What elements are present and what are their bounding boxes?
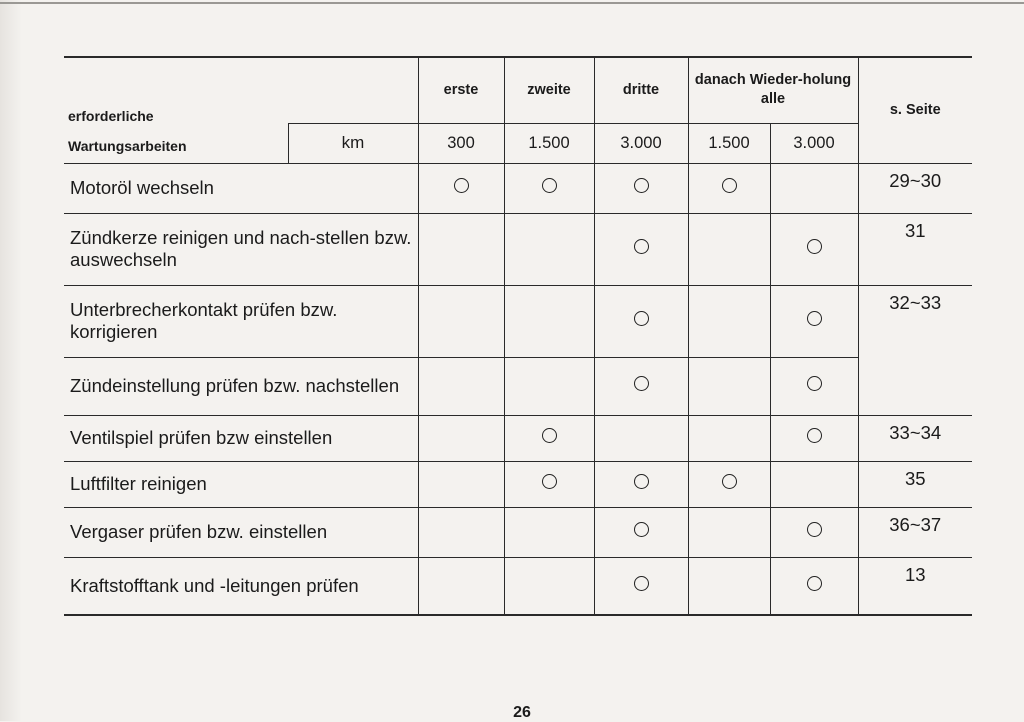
table-row (64, 213, 972, 285)
task-label: Unterbrecherkontakt prüfen bzw. korrigieren (64, 285, 418, 357)
interval-cell (594, 357, 688, 415)
table-row (64, 461, 972, 507)
interval-cell (418, 507, 504, 557)
table-row (64, 285, 972, 357)
circle-mark-icon (542, 474, 557, 489)
page-reference: 32~33 (858, 285, 972, 415)
circle-mark-icon (634, 239, 649, 254)
interval-cell (770, 507, 858, 557)
interval-cell (504, 163, 594, 213)
interval-cell (418, 285, 504, 357)
page-reference: 33~34 (858, 415, 972, 461)
circle-mark-icon (634, 376, 649, 391)
interval-cell (594, 507, 688, 557)
header-dritte: dritte (594, 57, 688, 123)
interval-cell (688, 163, 770, 213)
page-edge-shadow (0, 0, 22, 721)
interval-cell (594, 461, 688, 507)
interval-cell (688, 507, 770, 557)
interval-cell (770, 415, 858, 461)
circle-mark-icon (542, 178, 557, 193)
table-row (64, 557, 972, 615)
interval-cell (418, 213, 504, 285)
top-rule (0, 2, 1024, 4)
interval-cell (594, 163, 688, 213)
km-label: km (288, 123, 418, 163)
page-reference: 13 (858, 557, 972, 615)
circle-mark-icon (634, 311, 649, 326)
circle-mark-icon (807, 376, 822, 391)
task-label: Zündkerze reinigen und nach-stellen bzw. auswechseln (64, 213, 418, 285)
circle-mark-icon (634, 474, 649, 489)
interval-cell (688, 461, 770, 507)
page-reference: 31 (858, 213, 972, 285)
interval-cell (770, 461, 858, 507)
interval-cell (770, 163, 858, 213)
circle-mark-icon (722, 474, 737, 489)
interval-cell (594, 557, 688, 615)
km-repeat-3000: 3.000 (770, 123, 858, 163)
interval-cell (770, 357, 858, 415)
page-reference: 29~30 (858, 163, 972, 213)
page-number: 26 (513, 704, 531, 721)
maintenance-table (64, 56, 972, 616)
header-erste: erste (418, 57, 504, 123)
interval-cell (688, 357, 770, 415)
circle-mark-icon (542, 428, 557, 443)
page-reference: 36~37 (858, 507, 972, 557)
header-danach: danach Wieder-holung alle (688, 57, 858, 123)
km-300: 300 (418, 123, 504, 163)
interval-cell (418, 461, 504, 507)
km-1500: 1.500 (504, 123, 594, 163)
circle-mark-icon (634, 178, 649, 193)
interval-cell (504, 557, 594, 615)
interval-cell (504, 507, 594, 557)
interval-cell (504, 461, 594, 507)
task-label: Vergaser prüfen bzw. einstellen (64, 507, 418, 557)
task-label: Kraftstofftank und -leitungen prüfen (64, 557, 418, 615)
km-3000: 3.000 (594, 123, 688, 163)
task-label: Zündeinstellung prüfen bzw. nachstellen (64, 357, 418, 415)
table-row (64, 357, 972, 415)
interval-cell (594, 415, 688, 461)
task-label: Ventilspiel prüfen bzw einstellen (64, 415, 418, 461)
circle-mark-icon (634, 576, 649, 591)
interval-cell (418, 415, 504, 461)
interval-cell (770, 285, 858, 357)
circle-mark-icon (807, 428, 822, 443)
interval-cell (688, 285, 770, 357)
circle-mark-icon (807, 522, 822, 537)
table-body (64, 163, 972, 615)
interval-cell (418, 357, 504, 415)
tasks-label-line2: Wartungsarbeiten (68, 137, 187, 154)
tasks-label: erforderliche Wartungsarbeiten (64, 123, 288, 163)
interval-cell (504, 415, 594, 461)
interval-cell (594, 213, 688, 285)
interval-cell (688, 415, 770, 461)
circle-mark-icon (807, 239, 822, 254)
interval-cell (770, 557, 858, 615)
interval-cell (504, 285, 594, 357)
circle-mark-icon (807, 311, 822, 326)
interval-cell (504, 213, 594, 285)
header-seite: s. Seite (858, 57, 972, 163)
table-row (64, 507, 972, 557)
circle-mark-icon (807, 576, 822, 591)
circle-mark-icon (722, 178, 737, 193)
km-repeat-1500: 1.500 (688, 123, 770, 163)
circle-mark-icon (454, 178, 469, 193)
header-zweite: zweite (504, 57, 594, 123)
table-row (64, 163, 972, 213)
circle-mark-icon (634, 522, 649, 537)
task-label: Luftfilter reinigen (64, 461, 418, 507)
interval-cell (688, 557, 770, 615)
interval-cell (594, 285, 688, 357)
interval-cell (504, 357, 594, 415)
interval-cell (418, 163, 504, 213)
interval-cell (770, 213, 858, 285)
interval-cell (688, 213, 770, 285)
interval-cell (418, 557, 504, 615)
table-row (64, 415, 972, 461)
page-reference: 35 (858, 461, 972, 507)
task-label: Motoröl wechseln (64, 163, 418, 213)
